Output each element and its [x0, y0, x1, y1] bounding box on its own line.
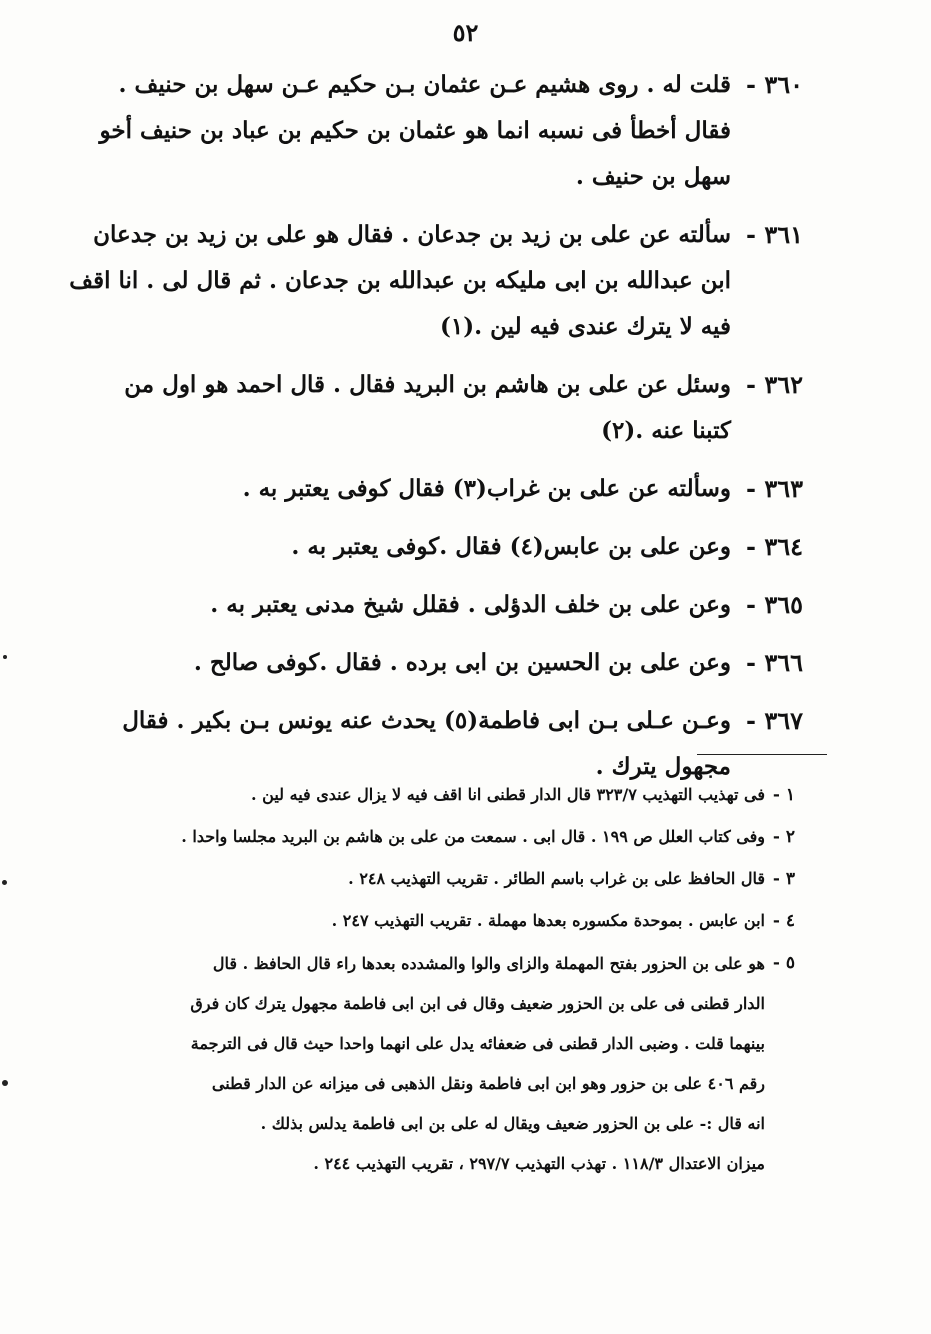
- entry-366: [103, 640, 803, 686]
- footnote-number: ٣ -: [772, 869, 795, 889]
- scan-mark: [2, 880, 7, 885]
- footnote-2: [115, 818, 795, 856]
- entry-line: كتبنا عنه .(٢): [601, 417, 731, 444]
- footnote-text: [115, 818, 765, 856]
- entry-text: [103, 640, 731, 686]
- footnote-line: ميزان الاعتدال ١١٨/٣ . تهذب التهذيب ٢٩٧/٧ ، تقريب التهذيب ٢٤٤ .: [313, 1154, 765, 1173]
- footnote-number: ١ -: [772, 785, 795, 805]
- footnote-line: قال الحافظ على بن غراب باسم الطائر . تقريب التهذيب ٢٤٨ .: [348, 869, 765, 888]
- footnote-4: [115, 902, 795, 940]
- entry-number: ٣٦٣ -: [746, 474, 803, 503]
- entry-363: [103, 466, 803, 512]
- entry-number: ٣٦٤ -: [746, 532, 803, 561]
- entry-number: ٣٦٢ -: [746, 370, 803, 399]
- entry-text: [69, 212, 731, 350]
- entry-line: سهل بن حنيف .: [575, 163, 731, 190]
- footnote-5: [115, 944, 795, 1184]
- entry-360: [99, 62, 803, 200]
- entry-number: ٣٦٧ -: [746, 706, 803, 735]
- footnote-number: ٥ -: [772, 953, 795, 973]
- footnote-line: انه قال :- على بن الحزور ضعيف ويقال له على بن ابى فاطمة يدلس بذلك .: [260, 1114, 765, 1133]
- footnotes-list: [115, 776, 795, 1188]
- entry-text: [103, 524, 731, 570]
- footnote-line: بينهما قلت . وضبى الدار قطنى فى ضعفائه يدل على انهما واحدا حيث قال فى الترجمة: [190, 1034, 765, 1053]
- entry-number: ٣٦٠ -: [746, 70, 803, 99]
- entry-364: [103, 524, 803, 570]
- scan-mark: [3, 655, 7, 659]
- footnote-text: [115, 860, 765, 898]
- footnote-text: [115, 902, 765, 940]
- footnote-number: ٤ -: [772, 911, 795, 931]
- entry-number: ٣٦١ -: [746, 220, 803, 249]
- entry-text: [103, 582, 731, 628]
- entry-362: [103, 362, 803, 454]
- footnote-text: [115, 776, 765, 814]
- entry-line: ابن عبدالله بن ابى مليكه بن عبدالله بن جدعان . ثم قال لى . انا اقف: [69, 267, 731, 294]
- page-number: ٥٢: [452, 18, 479, 47]
- entry-361: [69, 212, 803, 350]
- entry-line: وسألته عن على بن غراب(٣) فقال كوفى يعتبر به .: [242, 475, 731, 502]
- entry-365: [103, 582, 803, 628]
- footnote-number: ٢ -: [772, 827, 795, 847]
- entry-text: [103, 362, 731, 454]
- entry-line: سألته عن على بن زيد بن جدعان . فقال هو على بن زيد بن جدعان: [93, 221, 731, 248]
- entry-line: فقال أخطأ فى نسبه انما هو عثمان بن حكيم بن عباد بن حنيف أخو: [99, 117, 731, 144]
- entry-line: وعـن عـلى بـن ابى فاطمة(٥) يحدث عنه يونس بـن بكير . فقال: [122, 707, 731, 734]
- footnote-1: [115, 776, 795, 814]
- entry-text: [103, 466, 731, 512]
- footnote-line: رقم ٤٠٦ على بن حزور وهو ابن ابى فاطمة ونقل الذهبى فى ميزانه عن الدار قطنى: [211, 1074, 765, 1093]
- entry-number: ٣٦٦ -: [746, 648, 803, 677]
- entry-line: وعن على بن عابس(٤) فقال .كوفى يعتبر به .: [291, 533, 731, 560]
- entry-line: مجهول يترك .: [595, 753, 731, 780]
- entry-number: ٣٦٥ -: [746, 590, 803, 619]
- entries-list: [69, 62, 803, 802]
- entry-line: قلت له . روى هشيم عـن عثمان بـن حكيم عـن سهل بن حنيف .: [118, 71, 731, 98]
- entry-line: وسئل عن على بن هاشم بن البريد فقال . قال احمد هو اول من: [124, 371, 731, 398]
- footnote-line: وفى كتاب العلل ص ١٩٩ . قال ابى . سمعت من على بن هاشم بن البريد مجلسا واحدا .: [181, 827, 765, 846]
- footnote-line: ابن عابس . بموحدة مكسوره بعدها مهملة . تقريب التهذيب ٢٤٧ .: [331, 911, 765, 930]
- entry-line: فيه لا يترك عندى فيه لين .(١): [439, 313, 731, 340]
- footnote-line: فى تهذيب التهذيب ٣٢٣/٧ قال الدار قطنى انا اقف فيه لا يزال عندى فيه لين .: [251, 785, 765, 804]
- scan-mark: [2, 1080, 8, 1086]
- footnote-line: هو على بن الحزور بفتح المهملة والزاى والوا والمشدده بعدها راء قال الحافظ . قال: [212, 954, 765, 973]
- footnote-line: الدار قطنى فى على بن الحزور ضعيف وقال فى ابن ابى فاطمة مجهول يترك كان فرق: [190, 994, 765, 1013]
- footnote-separator: [697, 754, 827, 755]
- entry-line: وعن على بن خلف الدؤلى . فقلل شيخ مدنى يعتبر به .: [210, 591, 731, 618]
- footnote-text: [115, 944, 765, 1184]
- entry-line: وعن على بن الحسين بن ابى برده . فقال .كوفى صالح .: [193, 649, 731, 676]
- entry-text: [100, 62, 731, 200]
- footnote-3: [115, 860, 795, 898]
